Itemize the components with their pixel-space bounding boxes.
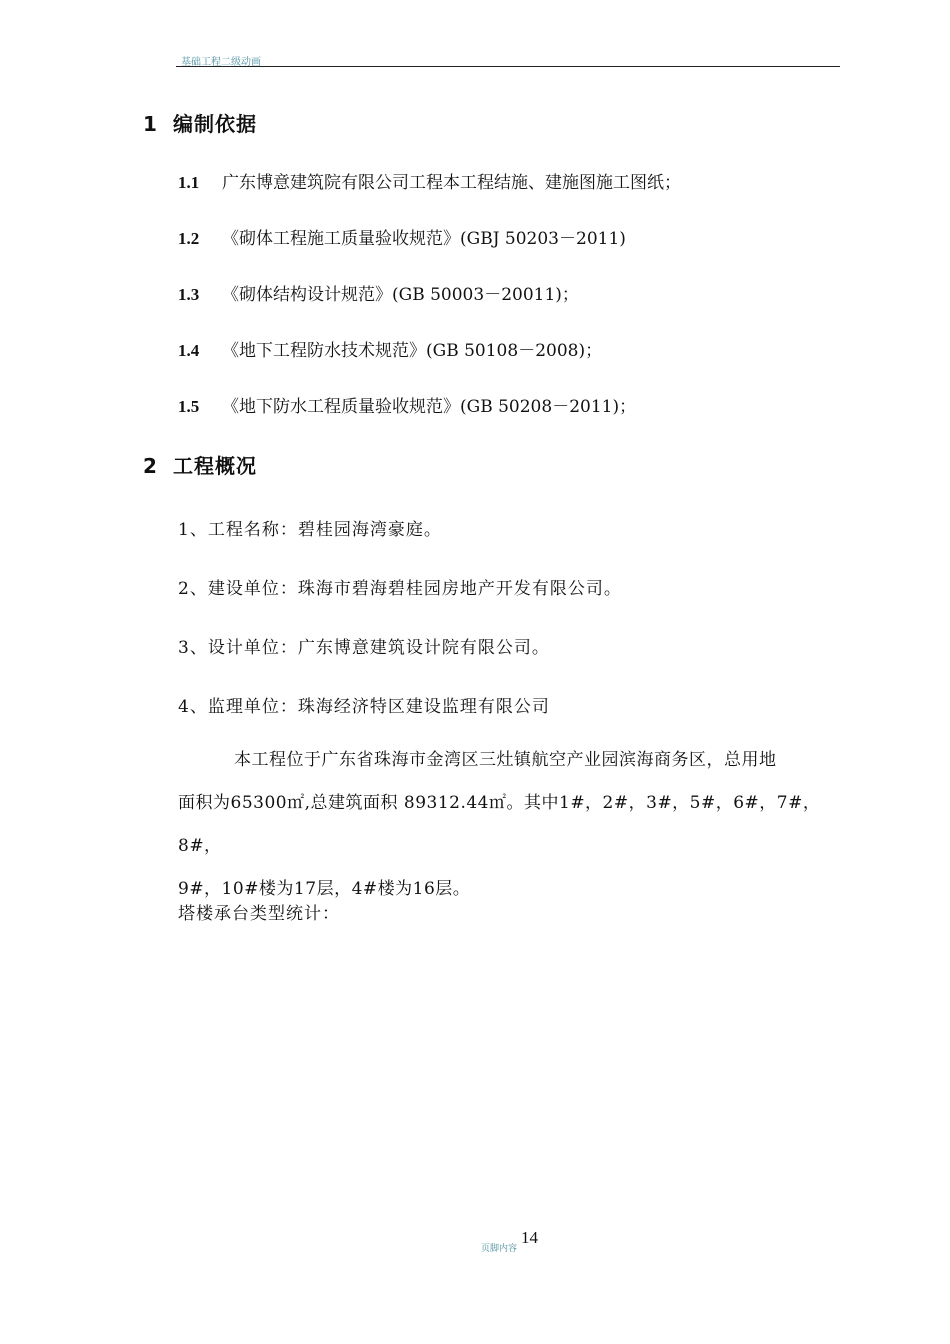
description-line-3: 9#，10#楼为17层，4#楼为16层。: [178, 879, 471, 899]
reference-text: 《砌体结构设计规范》(GB 50003－20011)；: [222, 285, 579, 305]
reference-item: [178, 280, 579, 305]
reference-item: [178, 224, 626, 249]
reference-number: 1.5: [178, 397, 200, 416]
section1-heading: [143, 108, 257, 137]
section2-number: 2: [143, 454, 158, 478]
reference-text: 《地下工程防水技术规范》(GB 50108－2008)；: [222, 341, 603, 361]
project-info-item: 1、工程名称：碧桂园海湾豪庭。: [178, 520, 442, 540]
section2-heading: [143, 450, 257, 479]
description-line-2: 面积为65300㎡,总建筑面积 89312.44㎡。其中1#，2#，3#，5#，6#，7#，8#，: [178, 793, 821, 856]
reference-text: 广东博意建筑院有限公司工程本工程结施、建施图施工图纸；: [222, 173, 681, 193]
reference-number: 1.2: [178, 229, 200, 248]
project-description: [178, 739, 838, 911]
description-line-1: 本工程位于广东省珠海市金湾区三灶镇航空产业园滨海商务区，总用地: [234, 750, 777, 770]
page-header-text: 基础工程二级动画: [181, 57, 261, 68]
project-info-item: 3、设计单位：广东博意建筑设计院有限公司。: [178, 638, 550, 658]
section2-title: 工程概况: [173, 454, 257, 478]
project-info-item: 4、监理单位：珠海经济特区建设监理有限公司: [178, 697, 550, 717]
section1-title: 编制依据: [173, 112, 257, 136]
reference-item: [178, 336, 602, 361]
project-info-item: 2、建设单位：珠海市碧海碧桂园房地产开发有限公司。: [178, 579, 622, 599]
header-rule: [176, 66, 840, 67]
reference-number: 1.4: [178, 341, 200, 360]
page-number: 14: [521, 1228, 538, 1247]
reference-item: [178, 392, 636, 417]
section1-number: 1: [143, 112, 158, 136]
reference-text: 《地下防水工程质量验收规范》(GB 50208－2011)；: [222, 397, 637, 417]
reference-item: [178, 168, 681, 193]
stats-label: 塔楼承台类型统计：: [178, 904, 340, 924]
reference-number: 1.1: [178, 173, 200, 192]
reference-text: 《砌体工程施工质量验收规范》(GBJ 50203－2011): [222, 229, 626, 249]
footer-label: 页脚内容: [481, 1244, 518, 1254]
reference-number: 1.3: [178, 285, 200, 304]
